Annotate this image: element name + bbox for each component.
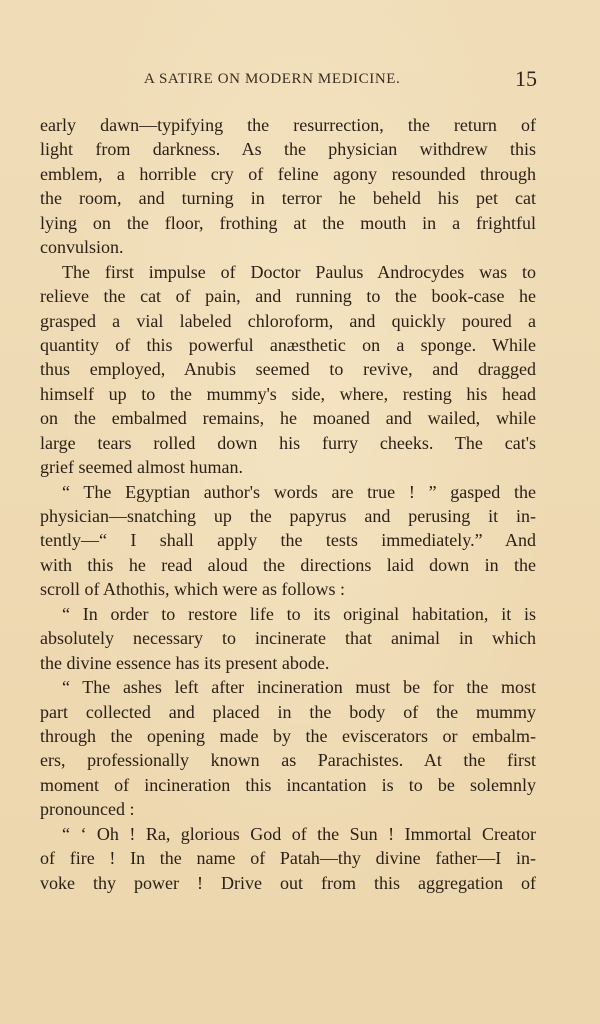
running-title: A SATIRE ON MODERN MEDICINE. [144, 71, 401, 87]
text-line: ers, professionally known as Parachistes. At the first [40, 750, 536, 771]
text-line: moment of incineration this incantation is to be solemnly [40, 774, 536, 795]
text-line: grasped a vial labeled chloroform, and quickly poured a [40, 310, 536, 331]
text-line: scroll of Athothis, which were as follows : [40, 579, 345, 600]
text-line: with this he read aloud the directions laid down in the [40, 554, 536, 575]
text-line: early dawn—typifying the resurrection, the return of [40, 115, 536, 135]
text-line: lying on the floor, frothing at the mouth in a frightful [40, 212, 536, 233]
text-line: physician—snatching up the papyrus and perusing it in- [40, 506, 536, 526]
running-head [40, 66, 540, 90]
text-line: The first impulse of Doctor Paulus Androcydes was to [62, 261, 536, 282]
text-line: large tears rolled down his furry cheeks. The cat's [40, 432, 536, 453]
text-line: convulsion. [40, 237, 124, 258]
text-line: absolutely necessary to incinerate that animal in which [40, 628, 536, 649]
text-line: “ In order to restore life to its original habitation, it is [62, 603, 536, 624]
text-line: grief seemed almost human. [40, 457, 243, 478]
text-line: on the embalmed remains, he moaned and wailed, while [40, 408, 536, 429]
body-text [40, 113, 536, 895]
text-line: through the opening made by the eviscerators or embalm- [40, 725, 536, 746]
text-line: emblem, a horrible cry of feline agony resounded through [40, 163, 536, 184]
text-line: tently—“ I shall apply the tests immediately.” And [40, 530, 536, 551]
text-line: relieve the cat of pain, and running to the book-case he [40, 286, 536, 307]
text-line: the divine essence has its present abode. [40, 652, 330, 673]
text-line: pronounced : [40, 799, 135, 820]
text-line: thus employed, Anubis seemed to revive, and dragged [40, 359, 536, 380]
text-line: “ ‘ Oh ! Ra, glorious God of the Sun ! Immortal Creator [62, 823, 536, 844]
text-line: voke thy power ! Drive out from this aggregation of [40, 872, 536, 893]
text-line: the room, and turning in terror he beheld his pet cat [40, 188, 536, 209]
text-line: quantity of this powerful anæsthetic on a sponge. While [40, 334, 536, 355]
text-line: “ The Egyptian author's words are true ! ” gasped the [62, 481, 536, 502]
text-line: part collected and placed in the body of the mummy [40, 701, 536, 722]
text-line: of fire ! In the name of Patah—thy divine father—I in- [40, 848, 536, 869]
text-line: himself up to the mummy's side, where, resting his head [40, 383, 536, 404]
text-line: “ The ashes left after incineration must be for the most [62, 677, 536, 698]
page-number: 15 [515, 66, 537, 91]
text-line: light from darkness. As the physician withdrew this [40, 139, 536, 160]
